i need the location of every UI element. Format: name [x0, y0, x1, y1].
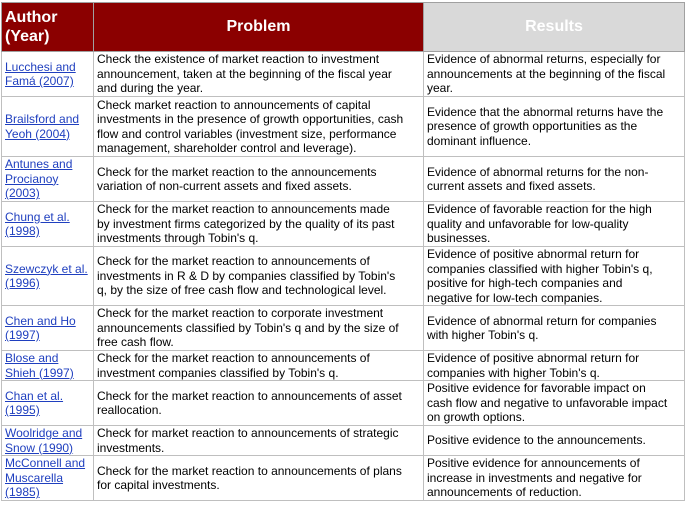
- table-row: [2, 351, 685, 381]
- table-row: [2, 381, 685, 426]
- table-row: [2, 52, 685, 97]
- table-row: [2, 306, 685, 351]
- header-row: [2, 3, 685, 52]
- problem-cell: Check for the market reaction to announcements made by investment firms categorized by the quality of its past investments through Tobin's q.: [94, 202, 424, 247]
- author-link[interactable]: McConnell and Muscarella (1985): [2, 456, 94, 501]
- table-row: [2, 202, 685, 247]
- results-cell: Evidence that the abnormal returns have the presence of growth opportunities as the dominant influence.: [424, 97, 685, 157]
- author-link[interactable]: Chan et al. (1995): [2, 381, 94, 426]
- table-row: [2, 247, 685, 306]
- header-author: Author (Year): [2, 3, 94, 52]
- author-link[interactable]: Szewczyk et al. (1996): [2, 247, 94, 306]
- results-cell: Positive evidence for announcements of increase in investments and negative for announcements of reduction.: [424, 456, 685, 501]
- results-cell: Evidence of positive abnormal return for companies with higher Tobin's q.: [424, 351, 685, 381]
- results-cell: Evidence of abnormal returns for the non- current assets and fixed assets.: [424, 157, 685, 202]
- problem-cell: Check for the market reaction to announcements of plans for capital investments.: [94, 456, 424, 501]
- table-row: [2, 426, 685, 456]
- problem-cell: Check market reaction to announcements of capital investments in the presence of growth opportunities, cash flow and control variables (investment size, performance management, shareholder control and leverage).: [94, 97, 424, 157]
- header-problem: Problem: [94, 3, 424, 52]
- problem-cell: Check for the market reaction to announcements of asset reallocation.: [94, 381, 424, 426]
- table-row: [2, 456, 685, 501]
- header-results: Results: [424, 3, 685, 52]
- author-link[interactable]: Antunes and Procianoy (2003): [2, 157, 94, 202]
- problem-cell: Check for the market reaction to the announcements variation of non-current assets and fixed assets.: [94, 157, 424, 202]
- author-link[interactable]: Woolridge and Snow (1990): [2, 426, 94, 456]
- problem-cell: Check for the market reaction to announcements of investments in R & D by companies classified by Tobin's q, by the size of free cash flow and technological level.: [94, 247, 424, 306]
- results-cell: Evidence of favorable reaction for the high quality and unfavorable for low-quality businesses.: [424, 202, 685, 247]
- problem-cell: Check for the market reaction to corporate investment announcements classified by Tobin's q and by the size of free cash flow.: [94, 306, 424, 351]
- author-link[interactable]: Blose and Shieh (1997): [2, 351, 94, 381]
- author-link[interactable]: Chen and Ho (1997): [2, 306, 94, 351]
- table-row: [2, 157, 685, 202]
- results-cell: Evidence of abnormal returns, especially for announcements at the beginning of the fiscal year.: [424, 52, 685, 97]
- problem-cell: Check for the market reaction to announcements of investment companies classified by Tobin's q.: [94, 351, 424, 381]
- author-link[interactable]: Brailsford and Yeoh (2004): [2, 97, 94, 157]
- results-cell: Positive evidence for favorable impact on cash flow and negative to unfavorable impact on growth options.: [424, 381, 685, 426]
- results-cell: Evidence of abnormal return for companies with higher Tobin's q.: [424, 306, 685, 351]
- table-row: [2, 97, 685, 157]
- problem-cell: Check for market reaction to announcements of strategic investments.: [94, 426, 424, 456]
- problem-cell: Check the existence of market reaction to investment announcement, taken at the beginning of the fiscal year and during the year.: [94, 52, 424, 97]
- literature-table: [1, 2, 685, 501]
- author-link[interactable]: Lucchesi and Famá (2007): [2, 52, 94, 97]
- results-cell: Positive evidence to the announcements.: [424, 426, 685, 456]
- author-link[interactable]: Chung et al. (1998): [2, 202, 94, 247]
- results-cell: Evidence of positive abnormal return for companies classified with higher Tobin's q, positive for high-tech companies and negative for low-tech companies.: [424, 247, 685, 306]
